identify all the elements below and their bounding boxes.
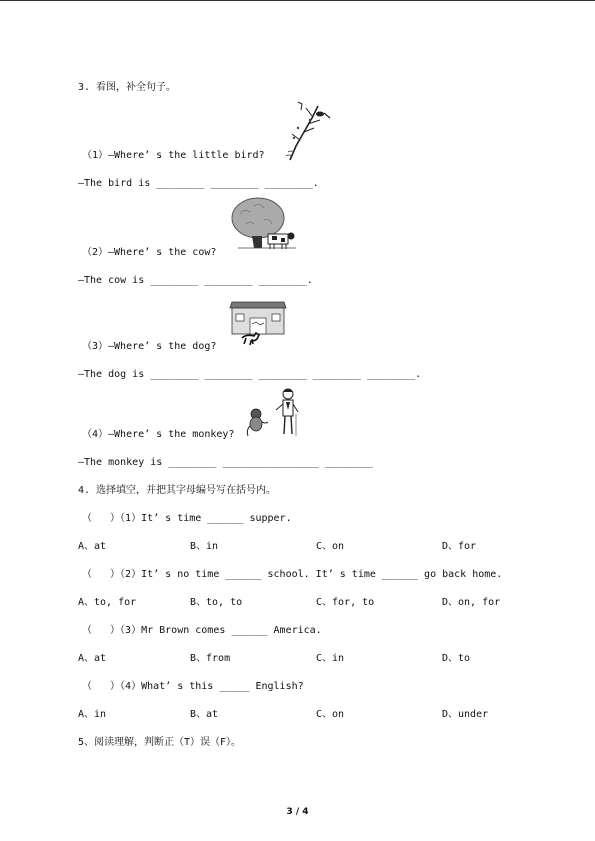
mc-question-2: （ ）（2）It’ s no time ______ school. It’ s time ______ go back home. xyxy=(82,569,503,580)
option-b: B、from xyxy=(190,653,231,664)
option-a: A、at xyxy=(78,653,107,664)
mc-question-3: （ ）（3）Mr Brown comes ______ America. xyxy=(82,625,322,636)
mc-question-1: （ ）（1）It’ s time ______ supper. xyxy=(82,513,292,524)
question-1: （1）—Where’ s the little bird? xyxy=(82,150,265,161)
monkey-with-boy-picture xyxy=(244,386,304,438)
option-d: D、on, for xyxy=(442,597,501,608)
option-c: C、on xyxy=(316,541,345,552)
answer-line-2: —The cow is ________ ________ ________. xyxy=(78,275,313,286)
mc-question-4: （ ）（4）What’ s this _____ English? xyxy=(82,681,304,692)
option-a: A、at xyxy=(78,541,107,552)
question-3: （3）—Where’ s the dog? xyxy=(82,341,217,352)
option-a: A、in xyxy=(78,709,107,720)
question-2: （2）—Where’ s the cow? xyxy=(82,247,217,258)
option-c: C、on xyxy=(316,709,345,720)
answer-line-1: —The bird is ________ ________ ________. xyxy=(78,178,319,189)
section4-heading: 4. 选择填空，并把其字母编号写在括号内。 xyxy=(78,485,277,496)
option-c: C、in xyxy=(316,653,345,664)
section3-heading: 3. 看图，补全句子。 xyxy=(78,82,177,93)
option-b: B、to, to xyxy=(190,597,243,608)
answer-line-4: —The monkey is ________ ________________ ________ xyxy=(78,457,374,468)
option-c: C、for, to xyxy=(316,597,375,608)
cow-under-tree-picture xyxy=(228,196,300,252)
bird-on-tree-picture xyxy=(284,98,334,162)
dog-near-house-picture xyxy=(228,300,288,350)
answer-line-3: —The dog is ________ ________ ________ ________ ________. xyxy=(78,369,422,380)
question-4: （4）—Where’ s the monkey? xyxy=(82,429,235,440)
page-number: 3 / 4 xyxy=(286,807,309,817)
option-a: A、to, for xyxy=(78,597,137,608)
option-b: B、in xyxy=(190,541,219,552)
option-d: D、under xyxy=(442,709,489,720)
option-d: D、for xyxy=(442,541,477,552)
top-border xyxy=(0,0,595,1)
section5-heading: 5、阅读理解，判断正（T）误（F）。 xyxy=(78,737,242,748)
option-d: D、to xyxy=(442,653,471,664)
option-b: B、at xyxy=(190,709,219,720)
